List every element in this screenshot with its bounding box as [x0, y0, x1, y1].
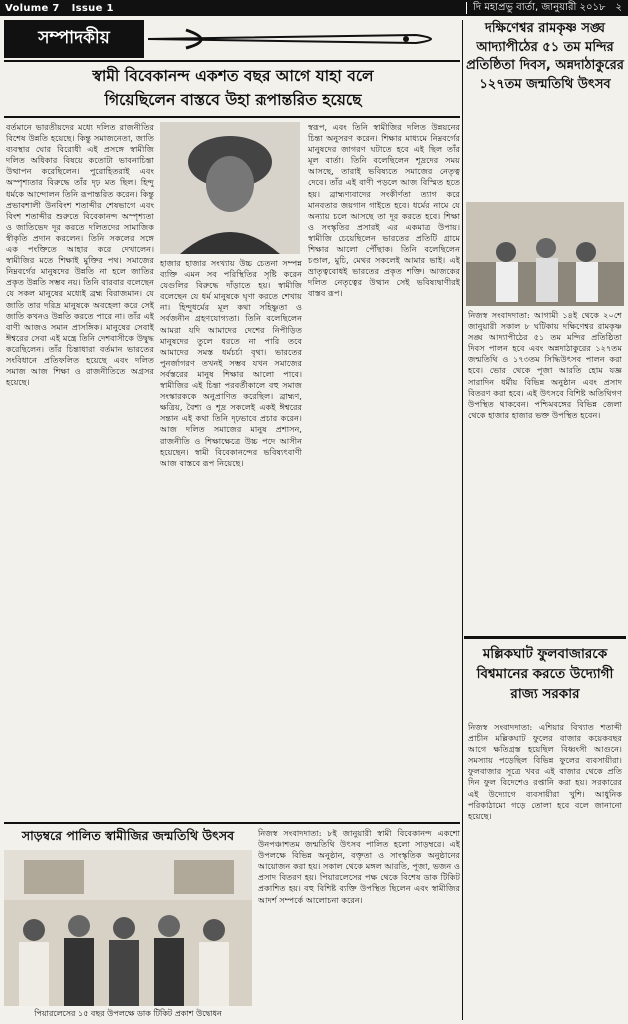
- pen-nib-icon: [146, 26, 456, 52]
- editorial-column-1: বর্তমানে ভারতীয়দের মধ্যে দলিত রাজনীতির বিশেষ উন্নতি হয়েছে। কিন্তু সমাজনেতা, জাতি ব্যবস্থার ঘোর বিরোধী এই প্রসঙ্গে স্বামীজি দলিত অধিকার বিষয়ে কতোটা ভাবনাচিন্তা উত্থাপন করেছিলেন। পুরোহিতরাই এবং অস্পৃশ্যতার বিরুদ্ধে তাঁর দৃঢ় মত ছিল। হিন্দু ধর্মকে আন্দোলন তিনি রূপান্তরিত করেন। কিন্তু প্রভাবশালী উনবিংশ শতাব্দীর শেষভাগে এবং বিংশ শতাব্দীর শুরুতে বিবেকানন্দ অস্পৃশ্যতা ও জাতিভেদ দূর করতে দলিতদের সামাজিক স্বীকৃতি প্রদান করলেন। তিনি সকলের সঙ্গে এক পংক্তিতে আহার করে দেখালেন। স্বামীজির মতে শিক্ষাই মুক্তির পথ। সমাজের নিম্নবর্গের মানুষদের উন্নতি না হলে জাতির প্রকৃত উন্নতি সম্ভব নয়। তিনি বারবার বলেছেন যে সকল মানুষের মধ্যেই ব্রহ্ম বিরাজমান। যে জাতি তার দরিদ্র মানুষকে অবহেলা করে সেই জাতি কখনও উন্নতি করতে পারে না। তাঁর এই বাণী আজও সমান প্রাসঙ্গিক। মানুষের সেবাই ঈশ্বরের সেবা এই মন্ত্রে তিনি দেশবাসীকে উদ্বুদ্ধ করেছিলেন। তাঁর চিন্তাধারা বর্তমান ভারতের সংবিধানে প্রতিফলিত হয়েছে এবং দলিত সমাজ আজ শিক্ষা ও রাজনীতিতে অগ্রসর হয়েছে।: [6, 122, 154, 388]
- headline-line-1: স্বামী বিবেকানন্দ একশত বছর আগে যাহা বলে: [92, 67, 374, 85]
- masthead-date: দি মহাপ্রভু বার্তা, জানুয়ারী ২০১৮: [473, 1, 606, 13]
- editorial-column-3: স্বরূপ, এবং তিনি স্বামীজির দলিত উন্নয়নের চিন্তা অনুসরণ করেন। শিক্ষার মাধ্যমে নিম্নবর্গের মানুষদের জাগরণ ঘটাতে হবে এই ছিল তাঁর মূল বার্তা। তিনি বলেছিলেন শূদ্রদের সময় আসছে, তারাই ভবিষ্যতে সমাজের নেতৃত্ব দেবে। তাঁর এই বাণী পড়লে আজ বিস্মিত হতে হয়। ব্রাহ্মণ্যবাদের সংকীর্ণতা ত্যাগ করে মানবতার জয়গান গাইতে হবে। ধর্মের নামে যে অন্যায় চলে আসছে তা দূর করতে হবে। শিক্ষা ও সংস্কৃতির প্রসারই এর একমাত্র উপায়। স্বামীজি চেয়েছিলেন ভারতের প্রতিটি গ্রামে শিক্ষার আলো পৌঁছাক। তিনি বলেছিলেন চণ্ডাল, মুচি, মেথর সকলেই আমার ভাই। এই ভ্রাতৃত্ববোধই ভারতের প্রকৃত শক্তি। আজকের দলিত নেতৃত্বের উত্থান সেই ভবিষ্যদ্বাণীরই বাস্তব রূপ।: [308, 122, 460, 299]
- bottom-story-headline: সাড়ম্বরে পালিত স্বামীজির জন্মতিথি উৎসব: [21, 828, 235, 843]
- market-story-body: নিজস্ব সংবাদদাতা: এশিয়ার বিখ্যাত শতাব্দী প্রাচীন মল্লিকঘাট ফুলের বাজার কয়েকবছর আগে ক্ষতিগ্রস্ত হয়েছিল বিধ্বংসী আগুনে। সমস্যায় পড়েছিল বিভিন্ন ফুলের ব্যবসায়ীরা। ফুলবাজার সূত্রে খবর এই বাজার থেকে প্রতি দিন ফুল বিদেশেও রপ্তানি করা হয়। সরকারের এই উদ্যোগে ব্যবসায়ীরা খুশি। আধুনিক পরিকাঠামো গড়ে তোলা হবে বলে জানানো হয়েছে।: [468, 722, 622, 821]
- headline-line-2: গিয়েছিলেন বাস্তবে উহা রূপান্তরিত হয়েছে: [104, 91, 362, 109]
- editorial-column-2: হাজার হাজার সংখ্যায় উচ্চ চেতনা সম্পন্ন ব্যক্তি এমন সব পরিস্থিতির সৃষ্টি করেন যেগুলির বিরুদ্ধে দাঁড়াতে হয়। স্বামীজি বলেছেন যে ধর্ম মানুষকে ঘৃণা করতে শেখায় না। হিন্দুধর্মের মূল কথা সহিষ্ণুতা ও সর্বজনীন গ্রহণযোগ্যতা। তিনি বলেছিলেন আমরা যদি আমাদের দেশের নিপীড়িত মানুষদের তুলে ধরতে না পারি তবে আমাদের সমস্ত ধর্মচর্চা বৃথা। ভারতের পুনর্জাগরণ তখনই সম্ভব যখন সমাজের সর্বস্তরের মানুষ শিক্ষার আলো পাবে। স্বামীজির এই চিন্তা পরবর্তীকালে বহু সমাজ সংস্কারককে অনুপ্রাণিত করেছিল। ব্রাহ্মণ, ক্ষত্রিয়, বৈশ্য ও শূদ্র সকলেই একই ঈশ্বরের সন্তান এই কথা তিনি দৃঢ়ভাবে প্রচার করেন। আজ দলিত সমাজের মানুষ প্রশাসন, রাজনীতি ও শিক্ষাক্ষেত্রে উচ্চ পদে আসীন হয়েছেন। স্বামী বিবেকানন্দের ভবিষ্যৎবাণী আজ বাস্তবে রূপ নিয়েছে।: [160, 258, 302, 468]
- headline-rule-top: [4, 60, 460, 62]
- bottom-story-body: নিজস্ব সংবাদদাতা: ৮ই জানুয়ারী স্বামী বিবেকানন্দ একশো উনপঞ্চাশতম জন্মতিথি উৎসব পালিত হলো সাড়ম্বরে। এই উপলক্ষে বিভিন্ন অনুষ্ঠান, বক্তৃতা ও সাংস্কৃতিক অনুষ্ঠানের আয়োজন করা হয়। সকাল থেকে মঙ্গল আরতি, পূজা, ভজন ও প্রসাদ বিতরণ হয়। পিয়ারলেসের পক্ষ থেকে বিশেষ ডাক টিকিট প্রকাশিত হয়। বহু বিশিষ্ট ব্যক্তি উপস্থিত ছিলেন এবং স্বামীজির আদর্শ সম্পর্কে আলোচনা করেন।: [258, 828, 460, 905]
- issue-label: Issue 1: [71, 2, 114, 14]
- side-story-body: নিজস্ব সংবাদদাতা: আগামী ১৪ই থেকে ২০শে জানুয়ারী সকাল ৮ ঘটিকায় দক্ষিণেশ্বর রামকৃষ্ণ সঙ্ঘ আদ্যাপীঠের ৫১ তম মন্দির প্রতিষ্ঠিতা দিবস পালন হবে এবং অন্নদাঠাকুরের ১২৭তম জন্মতিথি ও ১৭৩তম সিদ্ধিউৎসব পালন করা হবে। ভোর থেকে পূজা আরতি হোম যজ্ঞ সারাদিন ধর্মীয় বিভিন্ন অনুষ্ঠান এবং প্রসাদ বিতরণ করা হবে। এই উৎসবে বিশিষ্ট অতিথিগণ উপস্থিত থাকবেন। পশ্চিমবঙ্গের বিভিন্ন জেলা থেকে হাজার হাজার ভক্ত উপস্থিত হবেন।: [468, 310, 622, 420]
- vivekananda-photo: [160, 122, 300, 254]
- market-story-headline: মল্লিকঘাট ফুলবাজারকে বিশ্বমানের করতে উদ্যোগী রাজ্য সরকার: [476, 646, 614, 702]
- volume-label: Volume 7: [5, 2, 60, 14]
- photo-caption: পিয়ারলেসের ১৫ বছর উপলক্ষে ডাক টিকিট প্রকাশ উদ্বোধন: [34, 1009, 222, 1018]
- market-rule: [464, 636, 626, 639]
- page-number: ২: [615, 1, 622, 13]
- editorial-headline: [6, 64, 460, 112]
- temple-event-photo: [466, 202, 624, 306]
- side-story-headline: দক্ষিণেশ্বর রামকৃষ্ণ সঙ্ঘ আদ্যাপীঠের ৫১ তম মন্দির প্রতিষ্ঠিতা দিবস, অন্নদাঠাকুরের ১২৭তম জন্মতিথি উৎসব: [466, 21, 624, 92]
- page-header: [0, 0, 628, 16]
- headline-rule-bottom: [4, 116, 460, 118]
- editorial-label: সম্পাদকীয়: [4, 20, 144, 58]
- stamp-launch-photo: [4, 850, 252, 1006]
- header-divider: [466, 2, 467, 14]
- bottom-rule: [4, 822, 460, 824]
- column-divider: [462, 20, 463, 1020]
